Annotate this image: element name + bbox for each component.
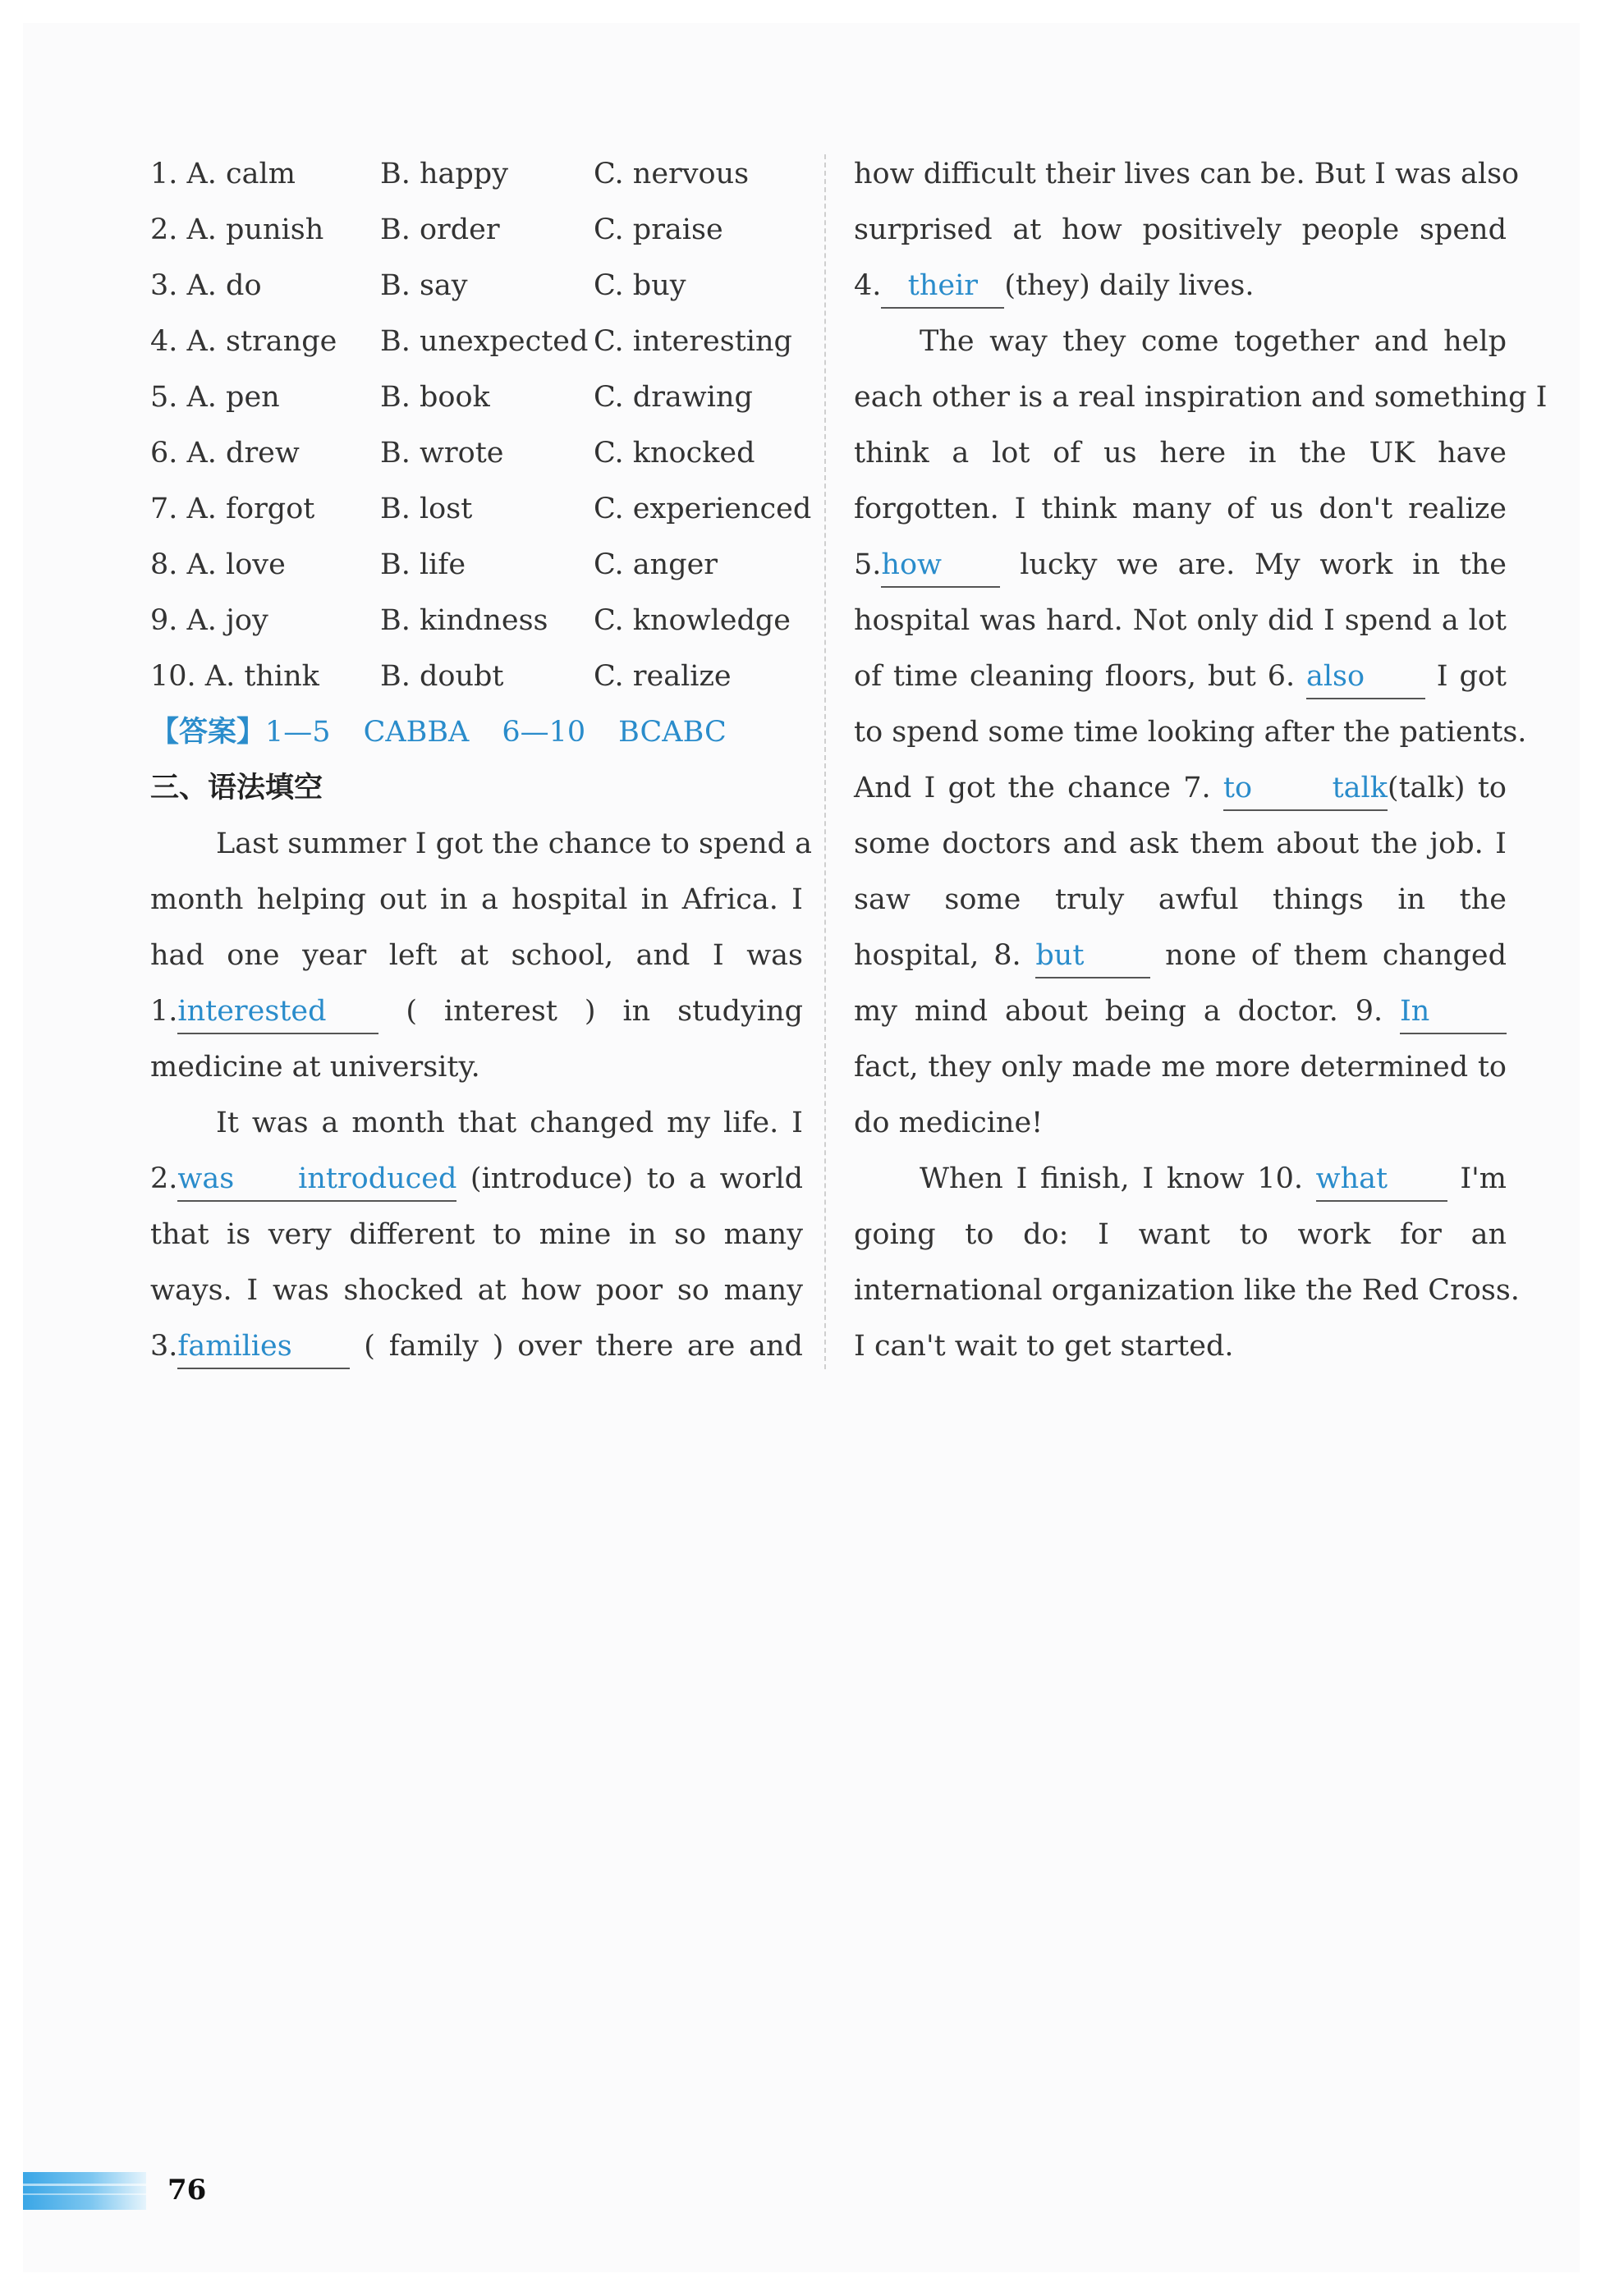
passage-text: I'm [1460,1162,1507,1195]
option-row [150,146,803,202]
passage-text: lucky we are. My work in the [1020,548,1507,581]
section-title: 三、语法填空 [150,772,323,804]
passage-line: each other is a real inspiration and something I [854,381,1548,414]
answer-blank: families [177,1325,350,1369]
answer-blank: interested [177,990,378,1034]
passage-line: The way they come together and help [920,325,1507,358]
left-column [150,146,813,1374]
right-column [854,146,1548,1374]
option-c: C. drawing [594,381,753,414]
passage-line: surprised at how positively people spend [854,213,1507,246]
passage-text: to a world [646,1162,803,1195]
passage-text: of time cleaning floors, but 6. [854,660,1296,693]
option-c: C. knowledge [594,604,791,637]
passage-line: fact, they only made me more determined to [854,1051,1507,1084]
passage-line: to spend some time looking after the patients. [854,716,1527,749]
option-b: B. kindness [380,604,548,637]
passage-line: that is very different to mine in so many [150,1218,803,1251]
column-divider [824,154,826,1369]
passage-line: going to do: I want to work for an [854,1218,1507,1251]
passage-text: over there are and [517,1330,803,1363]
blank-number: 1. [150,995,178,1028]
option-b: B. life [380,548,466,581]
option-row [150,593,803,648]
passage-line [854,258,1507,314]
passage-line: some doctors and ask them about the job. I [854,827,1507,860]
answer-set-2: BCABC [618,716,727,749]
answer-blank: but [1035,934,1150,978]
page [23,23,1580,2272]
answer-blank: In [1400,990,1507,1034]
option-row [150,481,812,537]
option-c: C. nervous [594,158,750,190]
passage-line [854,928,1507,983]
blank-number: 4. [854,269,882,302]
answer-set-1: CABBA [363,716,470,749]
answer-blank: how [881,543,1000,588]
option-c: C. anger [594,548,718,581]
blank-hint: (introduce) [470,1162,634,1195]
option-c: C. experienced [594,493,812,525]
passage-text: I got [1436,660,1507,693]
passage-text: (they) daily lives. [1004,269,1255,302]
option-b: B. happy [380,158,508,190]
option-b: B. doubt [380,660,504,693]
answer-blank: their [881,264,1004,309]
passage-line: had one year left at school, and I was [150,939,803,972]
option-b: B. order [380,213,500,246]
blank-number: 3. [150,1330,178,1363]
footer-accent-bar [23,2172,146,2210]
blank-hint: ( interest ) [406,995,596,1028]
option-a: 4. A. strange [150,325,337,358]
answer-blank: what [1316,1157,1447,1202]
passage-line [854,537,1507,593]
passage-line: how difficult their lives can be. But I was also [854,158,1520,190]
passage-line: think a lot of us here in the UK have [854,437,1507,470]
passage-text: my mind about being a doctor. 9. [854,995,1383,1028]
answer-key [150,704,803,760]
option-c: C. realize [594,660,732,693]
passage-line: I can't wait to get started. [854,1330,1234,1363]
answer-tag: 【答案】 [150,716,266,749]
answer-blank: was introduced [177,1157,456,1202]
option-row [150,648,803,704]
option-b: B. book [380,381,490,414]
passage-line: ways. I was shocked at how poor so many [150,1274,803,1307]
option-row [150,202,803,258]
passage-line: saw some truly awful things in the [854,883,1507,916]
passage-line [854,1151,1507,1207]
option-a: 8. A. love [150,548,286,581]
option-c: C. knocked [594,437,755,470]
option-c: C. interesting [594,325,792,358]
option-c: C. buy [594,269,686,302]
passage-text: When I finish, I know 10. [920,1162,1303,1195]
option-b: B. wrote [380,437,504,470]
option-c: C. praise [594,213,723,246]
passage-line: medicine at university. [150,1051,480,1084]
option-b: B. say [380,269,468,302]
blank-number: 5. [854,548,882,581]
option-a: 5. A. pen [150,381,280,414]
answer-range-1: 1—5 [265,716,331,749]
passage-line: forgotten. I think many of us don't realize [854,493,1507,525]
option-b: B. lost [380,493,473,525]
passage-text: in studying [622,995,803,1028]
page-number: 76 [167,2174,207,2207]
passage-text: none of them changed [1165,939,1507,972]
option-a: 1. A. calm [150,158,296,190]
options-list [150,146,812,704]
passage-line [854,983,1507,1039]
passage-line: hospital was hard. Not only did I spend a lot [854,604,1507,637]
option-row [150,425,803,481]
option-b: B. unexpected [380,325,589,358]
blank-number: 2. [150,1162,178,1195]
passage-line [150,1151,803,1207]
option-a: 10. A. think [150,660,319,693]
option-a: 9. A. joy [150,604,268,637]
answer-blank: also [1306,655,1425,699]
passage-line: international organization like the Red Cross. [854,1274,1520,1307]
option-a: 2. A. punish [150,213,324,246]
answer-range-2: 6—10 [502,716,586,749]
option-row [150,369,803,425]
option-row [150,537,803,593]
answer-blank: to talk [1223,767,1388,811]
passage-line [150,983,803,1039]
passage-line: do medicine! [854,1107,1044,1139]
passage-line: Last summer I got the chance to spend a [216,827,813,860]
option-row [150,258,803,314]
passage-line [150,1318,803,1374]
passage-line: month helping out in a hospital in Africa. I [150,883,803,916]
passage-line [854,760,1507,816]
passage-line [854,648,1507,704]
passage-text: hospital, 8. [854,939,1021,972]
blank-hint: ( family ) [364,1330,504,1363]
passage-line: It was a month that changed my life. I [216,1107,803,1139]
passage-text: And I got the chance 7. [854,772,1211,804]
option-row [150,314,803,369]
option-a: 3. A. do [150,269,262,302]
option-a: 6. A. drew [150,437,300,470]
option-a: 7. A. forgot [150,493,315,525]
blank-hint: (talk) to [1387,772,1507,804]
